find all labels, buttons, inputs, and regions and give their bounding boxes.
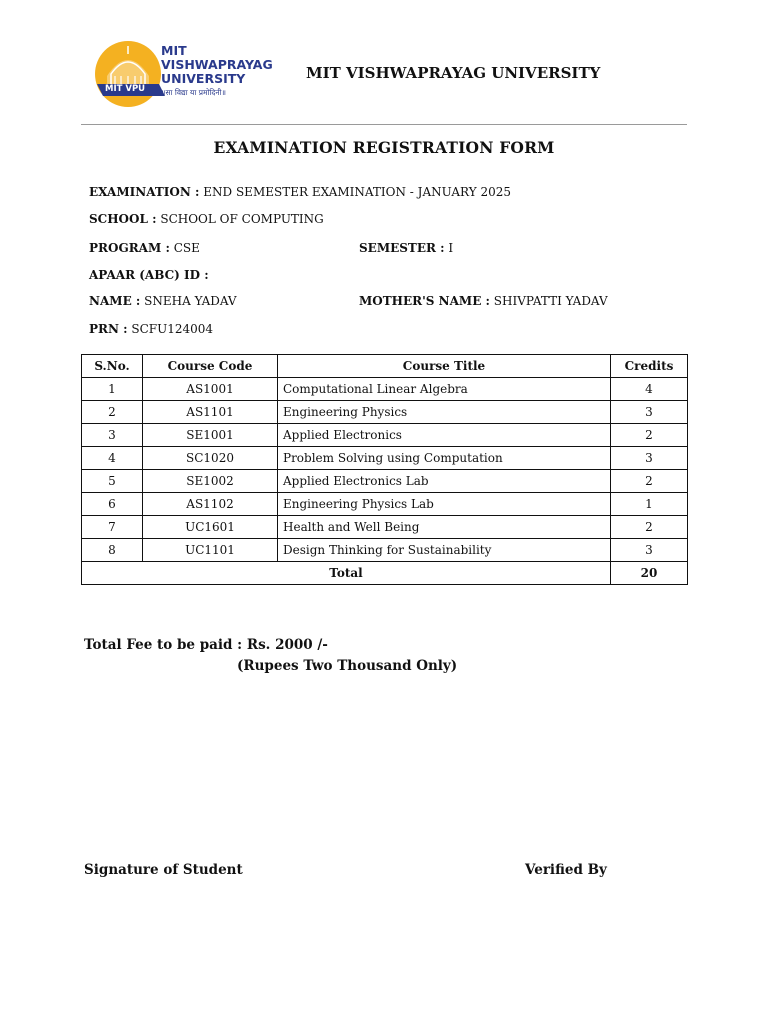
table-header-row <box>82 355 688 378</box>
cell-sno: 6 <box>82 493 143 516</box>
cell-course-code: UC1101 <box>143 539 278 562</box>
logo-text-line3: UNIVERSITY <box>161 71 246 86</box>
cell-course-code: UC1601 <box>143 516 278 539</box>
header-credits: Credits <box>611 355 688 378</box>
cell-credits: 3 <box>611 401 688 424</box>
mother-name-value: SHIVPATTI YADAV <box>493 294 608 308</box>
student-signature-label: Signature of Student <box>84 862 243 878</box>
cell-course-title: Problem Solving using Computation <box>278 447 611 470</box>
school-value: SCHOOL OF COMPUTING <box>160 212 324 226</box>
total-credits: 20 <box>611 562 688 585</box>
examination-value: END SEMESTER EXAMINATION - JANUARY 2025 <box>203 185 511 199</box>
name-value: SNEHA YADAV <box>144 294 237 308</box>
total-fee-words: (Rupees Two Thousand Only) <box>237 658 458 674</box>
cell-course-title: Engineering Physics Lab <box>278 493 611 516</box>
program-value: CSE <box>173 241 200 255</box>
logo-tagline: ॥सा विद्या या प्रमोदिनी॥ <box>161 88 226 97</box>
cell-credits: 2 <box>611 470 688 493</box>
cell-course-title: Applied Electronics <box>278 424 611 447</box>
prn-value: SCFU124004 <box>131 322 214 336</box>
cell-credits: 1 <box>611 493 688 516</box>
cell-course-code: SC1020 <box>143 447 278 470</box>
semester-label: SEMESTER : <box>359 241 445 255</box>
mother-name-field <box>359 294 608 308</box>
table-row <box>82 470 688 493</box>
university-logo <box>93 36 273 112</box>
examination-field <box>89 185 511 199</box>
program-label: PROGRAM : <box>89 241 170 255</box>
total-label: Total <box>82 562 611 585</box>
cell-sno: 2 <box>82 401 143 424</box>
logo-badge: MIT VPU <box>105 84 146 94</box>
header-sno: S.No. <box>82 355 143 378</box>
cell-course-code: AS1102 <box>143 493 278 516</box>
prn-field <box>89 322 213 336</box>
examination-label: EXAMINATION : <box>89 185 200 199</box>
logo-text-line2: VISHWAPRAYAG <box>161 57 273 72</box>
cell-credits: 2 <box>611 424 688 447</box>
table-row <box>82 539 688 562</box>
semester-field <box>359 241 453 255</box>
table-row <box>82 516 688 539</box>
school-field <box>89 212 324 226</box>
cell-course-title: Health and Well Being <box>278 516 611 539</box>
header-course-title: Course Title <box>278 355 611 378</box>
cell-sno: 5 <box>82 470 143 493</box>
prn-label: PRN : <box>89 322 128 336</box>
table-total-row <box>82 562 688 585</box>
apaar-field <box>89 268 209 282</box>
cell-course-code: AS1101 <box>143 401 278 424</box>
cell-course-title: Design Thinking for Sustainability <box>278 539 611 562</box>
apaar-label: APAAR (ABC) ID : <box>89 268 209 282</box>
name-field <box>89 294 237 308</box>
cell-sno: 3 <box>82 424 143 447</box>
cell-sno: 7 <box>82 516 143 539</box>
cell-sno: 4 <box>82 447 143 470</box>
verified-by-label: Verified By <box>525 862 607 878</box>
cell-course-code: SE1001 <box>143 424 278 447</box>
school-label: SCHOOL : <box>89 212 157 226</box>
cell-course-code: SE1002 <box>143 470 278 493</box>
form-title: EXAMINATION REGISTRATION FORM <box>213 138 555 157</box>
cell-sno: 1 <box>82 378 143 401</box>
table-row <box>82 378 688 401</box>
semester-value: I <box>448 241 454 255</box>
table-row <box>82 424 688 447</box>
name-label: NAME : <box>89 294 141 308</box>
cell-sno: 8 <box>82 539 143 562</box>
table-row <box>82 401 688 424</box>
cell-course-code: AS1001 <box>143 378 278 401</box>
cell-credits: 4 <box>611 378 688 401</box>
table-row <box>82 493 688 516</box>
program-field <box>89 241 200 255</box>
cell-credits: 3 <box>611 539 688 562</box>
cell-course-title: Applied Electronics Lab <box>278 470 611 493</box>
logo-text-line1: MIT <box>161 43 187 58</box>
mother-name-label: MOTHER'S NAME : <box>359 294 490 308</box>
header-course-code: Course Code <box>143 355 278 378</box>
total-fee: Total Fee to be paid : Rs. 2000 /- <box>84 637 328 653</box>
university-name: MIT VISHWAPRAYAG UNIVERSITY <box>306 64 601 82</box>
header-divider <box>81 124 687 125</box>
cell-credits: 2 <box>611 516 688 539</box>
cell-course-title: Computational Linear Algebra <box>278 378 611 401</box>
table-row <box>82 447 688 470</box>
cell-course-title: Engineering Physics <box>278 401 611 424</box>
courses-table <box>81 354 688 585</box>
cell-credits: 3 <box>611 447 688 470</box>
